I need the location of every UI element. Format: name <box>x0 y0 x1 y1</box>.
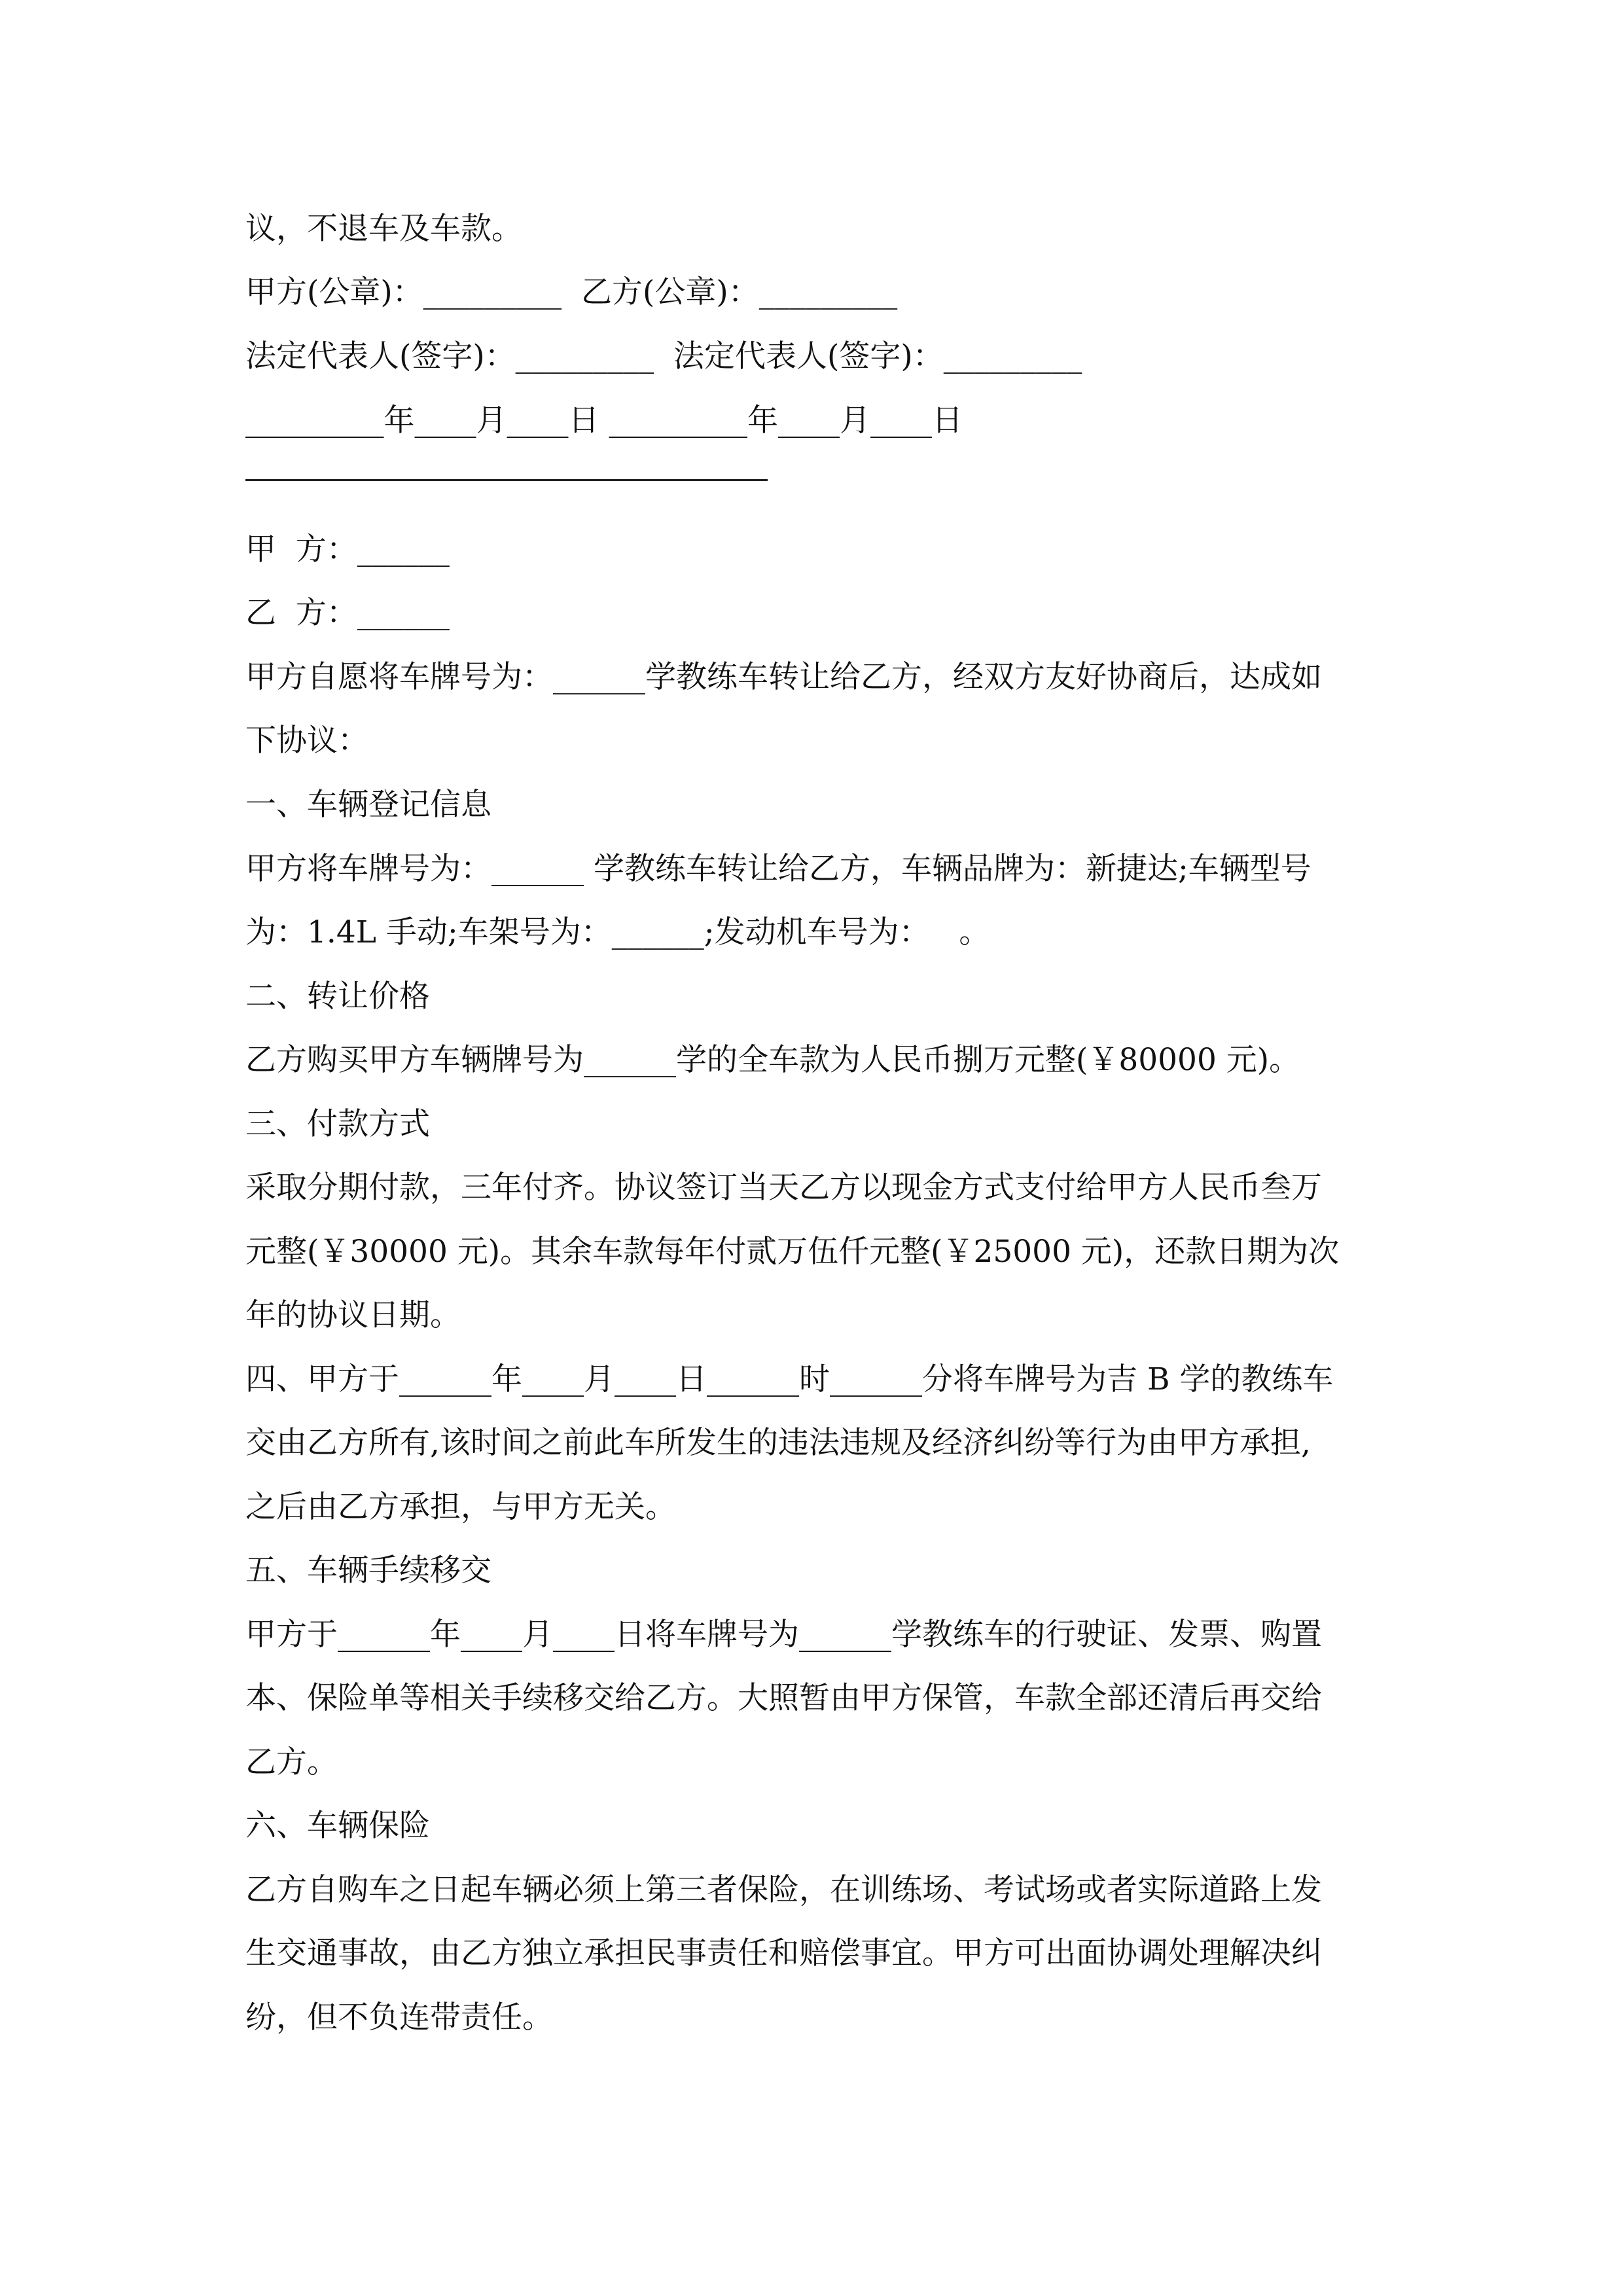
section-heading: 一、车辆登记信息 <box>245 787 491 823</box>
section-heading: 三、付款方式 <box>245 1106 430 1142</box>
paragraph-line: 乙方。 <box>245 1744 338 1780</box>
party-a-line: 甲 方：______ <box>245 531 450 567</box>
section-heading: 五、车辆手续移交 <box>245 1552 491 1588</box>
paragraph-line: 采取分期付款，三年付齐。协议签订当天乙方以现金方式支付给甲方人民币叁万 <box>245 1170 1322 1206</box>
paragraph-line: 生交通事故，由乙方独立承担民事责任和赔偿事宜。甲方可出面协调处理解决纠 <box>245 1935 1322 1971</box>
paragraph-line: 纷，但不负连带责任。 <box>245 2000 553 2036</box>
paragraph-line: 议，不退车及车款。 <box>245 211 522 247</box>
paragraph-line: 甲方于______年____月____日将车牌号为______学教练车的行驶证、发票、购置 <box>245 1617 1322 1653</box>
paragraph-line: 元整(￥30000 元)。其余车款每年付贰万伍仟元整(￥25000 元)，还款日期为次 <box>245 1234 1340 1270</box>
paragraph-line: 甲方自愿将车牌号为：______学教练车转让给乙方，经双方友好协商后，达成如 <box>245 659 1322 695</box>
section-heading: 四、甲方于______年____月____日______时______分将车牌号为吉 B 学的教练车 <box>245 1361 1334 1397</box>
paragraph-line: 乙方购买甲方车辆牌号为______学的全车款为人民币捌万元整(￥80000 元)。 <box>245 1042 1300 1078</box>
legal-rep-signature-line: 法定代表人(签字)：_________ 法定代表人(签字)：_________ <box>245 338 1082 374</box>
paragraph-line: 下协议： <box>245 723 368 759</box>
paragraph-line: 年的协议日期。 <box>245 1297 461 1333</box>
paragraph-line: 乙方自购车之日起车辆必须上第三者保险，在训练场、考试场或者实际道路上发 <box>245 1872 1322 1908</box>
paragraph-line: 为：1.4L 手动;车架号为：______;发动机车号为： 。 <box>245 914 990 950</box>
section-heading: 六、车辆保险 <box>245 1808 430 1844</box>
paragraph-line: 交由乙方所有,该时间之前此车所发生的违法违规及经济纠纷等行为由甲方承担, <box>245 1425 1311 1461</box>
paragraph-line: 本、保险单等相关手续移交给乙方。大照暂由甲方保管，车款全部还清后再交给 <box>245 1680 1322 1716</box>
party-b-line: 乙 方：______ <box>245 595 450 631</box>
paragraph-line: 甲方将车牌号为：______ 学教练车转让给乙方，车辆品牌为：新捷达;车辆型号 <box>245 851 1311 887</box>
party-a-seal-line: 甲方(公章)：_________ 乙方(公章)：_________ <box>245 274 898 310</box>
date-line: _________年____月____日 _________年____月____日 <box>245 403 963 439</box>
section-heading: 二、转让价格 <box>245 978 430 1014</box>
paragraph-line: 之后由乙方承担，与甲方无关。 <box>245 1489 676 1525</box>
section-divider <box>245 479 768 481</box>
